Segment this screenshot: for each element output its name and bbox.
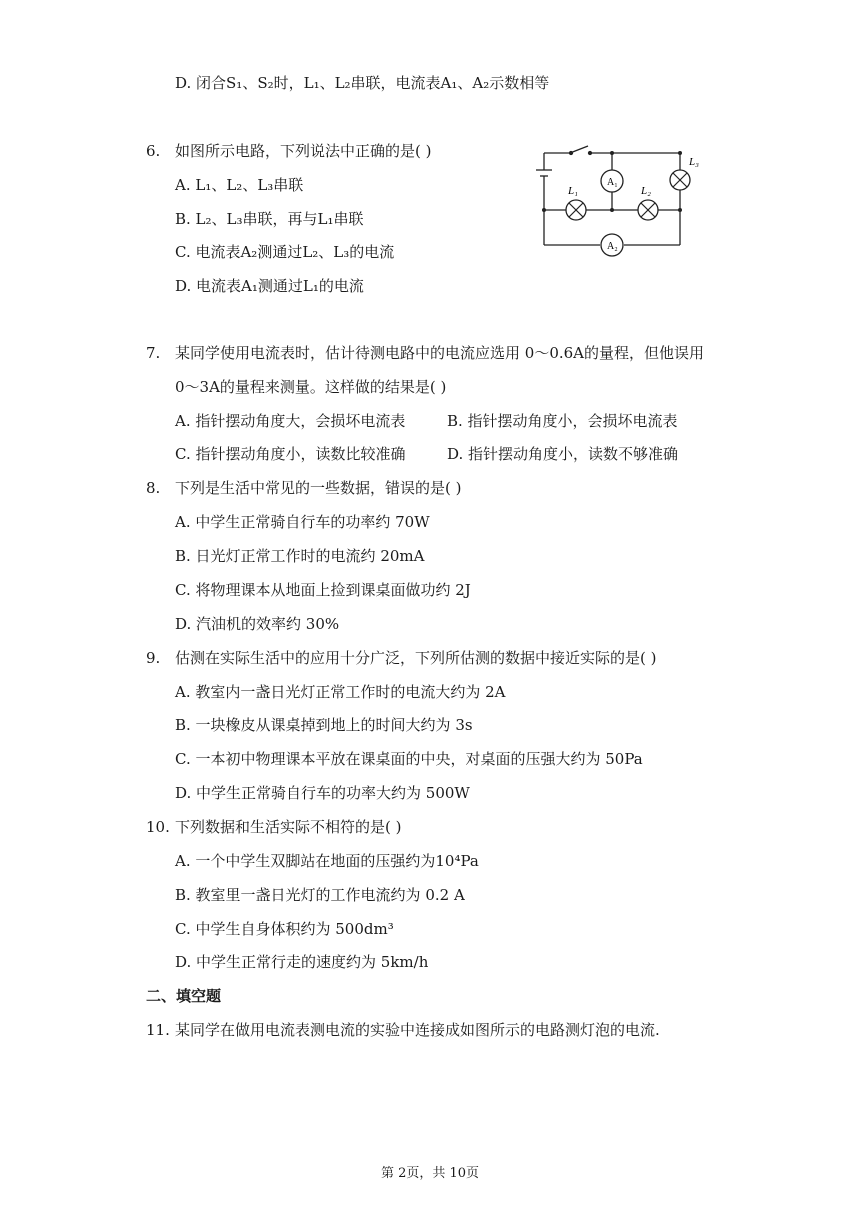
q8-option-d: D. 汽油机的效率约 30% bbox=[175, 615, 340, 633]
q8-stem: 下列是生活中常见的一些数据，错误的是( ) bbox=[175, 479, 462, 497]
lamp-l1 bbox=[566, 200, 586, 220]
q9-option-d: D. 中学生正常骑自行车的功率大约为 500W bbox=[175, 784, 470, 802]
q10-option-d: D. 中学生正常行走的速度约为 5km/h bbox=[175, 953, 429, 971]
q7-option-c: C. 指针摆动角度小，读数比较准确 bbox=[175, 445, 406, 463]
q6-option-a: A. L₁、L₂、L₃串联 bbox=[175, 176, 304, 194]
q10-option-c: C. 中学生自身体积约为 500dm³ bbox=[175, 920, 394, 938]
q10-option-a: A. 一个中学生双脚站在地面的压强约为10⁴Pa bbox=[175, 852, 479, 870]
section-title: 二、填空题 bbox=[146, 987, 222, 1005]
q5-option-d: D. 闭合S₁、S₂时，L₁、L₂串联，电流表A₁、A₂示数相等 bbox=[175, 74, 550, 92]
q9-option-a: A. 教室内一盏日光灯正常工作时的电流大约为 2A bbox=[175, 683, 506, 701]
q9-option-c: C. 一本初中物理课本平放在课桌面的中央，对桌面的压强大约为 50Pa bbox=[175, 750, 643, 768]
label-l1: L₁ bbox=[568, 185, 578, 197]
q9-stem: 估测在实际生活中的应用十分广泛，下列所估测的数据中接近实际的是( ) bbox=[175, 649, 657, 667]
q6-option-c: C. 电流表A₂测通过L₂、L₃的电流 bbox=[175, 243, 395, 261]
q9-number: 9. bbox=[146, 649, 161, 667]
q7-stem-line1: 某同学使用电流表时，估计待测电路中的电流应选用 0～0.6A的量程，但他误用 bbox=[175, 344, 705, 362]
q9-option-b: B. 一块橡皮从课桌掉到地上的时间大约为 3s bbox=[175, 716, 473, 734]
page-footer: 第 2页，共 10页 bbox=[380, 1166, 480, 1181]
q7-option-a: A. 指针摆动角度大，会损坏电流表 bbox=[175, 412, 406, 430]
q11-stem: 某同学在做用电流表测电流的实验中连接成如图所示的电路测灯泡的电流. bbox=[175, 1021, 660, 1039]
label-a1: A₁ bbox=[607, 177, 618, 188]
circuit-diagram bbox=[530, 140, 705, 265]
q8-option-a: A. 中学生正常骑自行车的功率约 70W bbox=[175, 513, 430, 531]
lamp-l2 bbox=[638, 200, 658, 220]
q6-stem: 如图所示电路，下列说法中正确的是( ) bbox=[175, 142, 432, 160]
q7-stem-line2: 0～3A的量程来测量。这样做的结果是( ) bbox=[175, 378, 447, 396]
q8-option-b: B. 日光灯正常工作时的电流约 20mA bbox=[175, 547, 425, 565]
q8-option-c: C. 将物理课本从地面上捡到课桌面做功约 2J bbox=[175, 581, 471, 599]
q10-stem: 下列数据和生活实际不相符的是( ) bbox=[175, 818, 402, 836]
q6-option-b: B. L₂、L₃串联，再与L₁串联 bbox=[175, 210, 364, 228]
q11-number: 11. bbox=[146, 1021, 170, 1039]
q8-number: 8. bbox=[146, 479, 161, 497]
q6-option-d: D. 电流表A₁测通过L₁的电流 bbox=[175, 277, 364, 295]
q7-option-d: D. 指针摆动角度小，读数不够准确 bbox=[447, 445, 679, 463]
q6-number: 6. bbox=[146, 142, 161, 160]
label-a2: A₂ bbox=[607, 241, 618, 252]
q7-option-b: B. 指针摆动角度小，会损坏电流表 bbox=[447, 412, 678, 430]
q7-number: 7. bbox=[146, 344, 161, 362]
q10-option-b: B. 教室里一盏日光灯的工作电流约为 0.2 A bbox=[175, 886, 465, 904]
label-l3: L₃ bbox=[689, 156, 699, 168]
q10-number: 10. bbox=[146, 818, 170, 836]
lamp-l3 bbox=[670, 170, 690, 190]
label-l2: L₂ bbox=[641, 185, 651, 197]
